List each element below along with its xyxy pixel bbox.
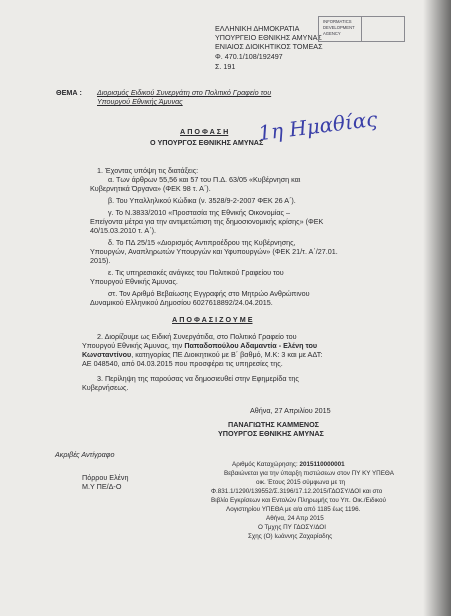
decide-title: Α Π Ο Φ Α Σ Ι Ζ Ο Υ Μ Ε [172,315,253,324]
consideration-f-line-1: στ. Τον Αριθμό Βεβαίωσης Εγγραφής στο Μητρώο Ανθρώπινου [108,289,310,298]
appointee-name: Παπαδοπούλου Αδαμαντία - Ελένη του [184,341,318,350]
consideration-c-line-3: 40/15.03.2010 τ. Α΄). [90,226,156,235]
consideration-d-line-3: 2015). [90,256,111,265]
signatory-name: ΠΑΝΑΓΙΩΤΗΣ ΚΑΜΜΕΝΟΣ [228,420,319,429]
copy-signer-unit: Μ.Υ ΠΕ/Δ-Ο [82,482,122,491]
header-line-2: ΥΠΟΥΡΓΕΙΟ ΕΘΝΙΚΗΣ ΑΜΥΝΑΣ [215,33,322,42]
clause-2-category: , κατηγορίας ΠΕ Διοικητικού με Β΄ βαθμό, Μ.Κ: 3 και με ΑΔΤ: [131,350,323,359]
consideration-e-line-1: ε. Τις υπηρεσιακές ανάγκες του Πολιτικού Γραφείου του [108,268,284,277]
registration-line-3: οικ. Έτους 2015 σύμφωνα με τη [256,479,346,486]
header-line-1: ΕΛΛΗΝΙΚΗ ΔΗΜΟΚΡΑΤΙΑ [215,24,300,33]
consideration-b: β. Του Υπαλληλικού Κώδικα (ν. 3528/9-2-2007 ΦΕΚ 26 Α΄). [108,196,296,205]
registration-line-9: Σχης (Ο) Ιωάννης Ζαχαρίαδης [248,533,333,540]
decision-issuer: Ο ΥΠΟΥΡΓΟΣ ΕΘΝΙΚΗΣ ΑΜΥΝΑΣ [150,138,264,147]
subject-label: ΘΕΜΑ : [56,88,82,97]
consideration-e-line-2: Υπουργού Εθνικής Άμυνας. [90,277,178,286]
handwritten-note: 1η Ημαθίας [256,106,379,146]
accurate-copy-label: Ακριβές Αντίγραφο [55,450,115,459]
registration-line-2: Βεβαιώνεται για την ύπαρξη πιστώσεων στον ΠΥ ΚΥ ΥΠΕΘΑ [224,470,394,477]
subject-line-2: Υπουργού Εθνικής Άμυνας [97,97,183,106]
registration-number: 2015110000001 [299,461,345,468]
consideration-a-line-1: α. Των άρθρων 55,56 και 57 του Π.Δ. 63/05 «Κυβέρνηση και [108,175,301,184]
header-line-4: Φ. 470.1/108/192497 [215,52,283,61]
header-line-5: Σ. 191 [215,62,236,71]
consideration-d-line-1: δ. Το ΠΔ 25/15 «Διορισμός Αντιπροέδρου της Κυβέρνησης, [108,238,296,247]
signatory-title: ΥΠΟΥΡΓΟΣ ΕΘΝΙΚΗΣ ΑΜΥΝΑΣ [218,429,324,438]
consideration-d-line-2: Υπουργών, Αναπληρωτών Υπουργών και Υφυπουργών» (ΦΕΚ 21/τ. Α΄/27.01. [90,247,338,256]
stamp-line-2: DEVELOPMENT [323,25,355,30]
consideration-c-line-2: Επείγοντα μέτρα για την αντιμετώπιση της δημοσιονομικής κρίσης» (ΦΕΚ [90,217,324,226]
clause-2-line-1: 2. Διορίζουμε ως Ειδική Συνεργάτιδα, στο Πολιτικό Γραφείο του [97,332,297,341]
stamp-line-3: AGENCY [323,31,341,36]
consideration-c-line-1: γ. Το Ν.3833/2010 «Προστασία της Εθνικής Οικονομίας – [108,208,290,217]
considerations-intro: 1. Έχοντας υπόψη τις διατάξεις: [97,166,199,175]
registration-line-6: Λογιστηρίου ΥΠΕΘΑ με α/α από 1185 έως 1196. [226,506,361,513]
header-line-3: ΕΝΙΑΙΟΣ ΔΙΟΙΚΗΤΙΚΟΣ ΤΟΜΕΑΣ [215,42,323,51]
stamp-line-1: INFORMATICS [323,19,352,24]
subject-line-1: Διορισμός Ειδικού Συνεργάτη στο Πολιτικό Γραφείο του [97,88,272,97]
consideration-a-line-2: Κυβερνητικά Όργανα» (ΦΕΚ 98 τ. Α΄). [90,184,211,193]
registration-line-8: Ο Τμχης ΠΥ ΓΔΟΣΥ/ΔΟΙ [258,524,326,531]
copy-signer-name: Πόρρου Ελένη [82,473,129,482]
registration-label: Αριθμός Καταχώρησης: [232,461,300,468]
registry-stamp [318,16,405,42]
page-edge-shadow [423,0,451,616]
registration-line-7: Αθήνα, 24 Απρ 2015 [266,515,324,522]
registration-line-4: Φ.831.1/1290/139552/Σ.3196/17.12.2015/ΓΔΟΣΥ/ΔΟΙ και στο [211,488,383,495]
clause-3-line-1: 3. Περίληψη της παρούσας να δημοσιευθεί στην Εφημερίδα της [97,374,299,383]
registration-line-5: Βιβλίο Εγκρίσεων και Εντολών Πληρωμής του Υπ. Οικ./Ειδικού [211,497,386,504]
decision-title: Α Π Ο Φ Α Σ Η [180,127,229,136]
registration-line-1 [232,461,345,470]
clause-3-line-2: Κυβερνήσεως. [82,383,129,392]
clause-2-text: Υπουργού Εθνικής Άμυνας, την [82,341,185,350]
clause-2-line-4: ΑΕ 048540, από 04.03.2015 που προσφέρει τις υπηρεσίες της. [82,359,283,368]
consideration-f-line-2: Δυναμικού Ελληνικού Δημοσίου 6027618892/24.04.2015. [90,298,273,307]
place-date: Αθήνα, 27 Απριλίου 2015 [250,406,331,415]
appointee-father-name: Κωνσταντίνου [82,350,132,359]
